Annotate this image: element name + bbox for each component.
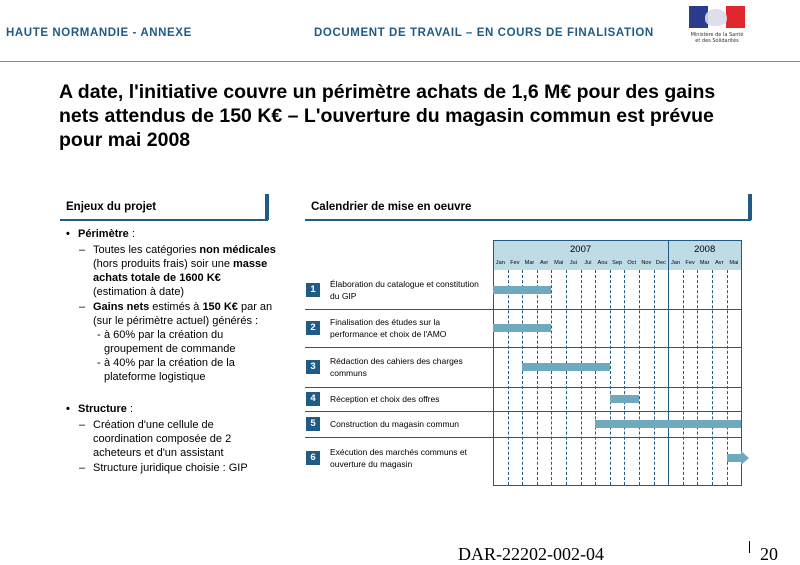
- year-separator: [668, 240, 669, 485]
- task-bar: [595, 420, 741, 428]
- month-label: Jui: [569, 260, 577, 266]
- list-subitem-cellule: – Création d'une cellule de coordination composée de 2 acheteurs et d'un assistant: [66, 418, 276, 460]
- task-row-divider: [305, 347, 742, 348]
- text-bold: 150 K€: [202, 301, 238, 313]
- colon: :: [126, 403, 134, 415]
- month-label: Fev: [685, 260, 695, 266]
- ministry-logo: [687, 6, 747, 58]
- task-number-badge: 6: [306, 451, 320, 465]
- section-heading-calendrier: Calendrier de mise en oeuvre: [311, 201, 472, 213]
- logo-caption: [687, 32, 747, 44]
- month-gridline: [624, 270, 625, 485]
- month-label: Oct: [627, 260, 637, 266]
- list-subsubitem: - à 60% par la création du groupement de commande: [66, 328, 276, 356]
- month-gridline: [654, 270, 655, 485]
- text: Toutes les catégories: [93, 244, 200, 256]
- task-label: Rédaction des cahiers des charges communs: [330, 356, 463, 378]
- list-subitem-categories: [66, 243, 276, 299]
- month-gridline: [712, 270, 713, 485]
- text: (estimation à date): [93, 286, 185, 298]
- month-gridline: [610, 270, 611, 485]
- month-label: Mai: [729, 260, 739, 266]
- month-label: Aou: [597, 260, 608, 266]
- task-number-badge: 3: [306, 360, 320, 374]
- task-number-badge: 1: [306, 283, 320, 297]
- document-header: [0, 0, 800, 62]
- section-underline: [60, 219, 268, 221]
- marianne-icon: [705, 9, 727, 26]
- text: estimés à: [149, 301, 203, 313]
- document-reference: DAR-22202-002-04: [458, 544, 604, 564]
- logo-caption-line: Ministère de la Santé: [690, 32, 744, 38]
- slide-title: A date, l'initiative couvre un périmètre achats de 1,6 M€ pour des gains nets attendus de 150 K€ – L'ouverture du magasin commun est prévue pour mai 2008: [59, 81, 716, 151]
- colon: :: [128, 228, 135, 240]
- month-label: Mar: [524, 260, 535, 266]
- logo-caption-line: et des Solidarités: [695, 38, 739, 44]
- task-row-divider: [305, 437, 742, 438]
- year-label-2008: 2008: [694, 244, 716, 255]
- month-gridline: [508, 270, 509, 485]
- section-heading-enjeux: Enjeux du projet: [66, 201, 157, 213]
- header-status-label: DOCUMENT DE TRAVAIL – EN COURS DE FINALISATION: [314, 27, 654, 39]
- month-label: Jan: [495, 260, 505, 266]
- section-tab-marker: [748, 194, 752, 220]
- task-bar: [610, 395, 639, 403]
- list-subitem-gains: [66, 300, 276, 328]
- task-number-badge: 2: [306, 321, 320, 335]
- month-gridline: [697, 270, 698, 485]
- month-gridline: [566, 270, 567, 485]
- month-label: Jui: [584, 260, 592, 266]
- month-gridline: [537, 270, 538, 485]
- task-label: Exécution des marchés communs et ouverture du magasin: [330, 447, 468, 469]
- month-label: Jan: [670, 260, 680, 266]
- month-label: Fev: [510, 260, 520, 266]
- footer-divider: [749, 541, 750, 553]
- header-divider: [0, 61, 800, 62]
- text-bold: non médicales: [199, 244, 276, 256]
- list-subsubitem: - à 40% par la création de la plateforme logistique: [66, 356, 276, 384]
- year-label-2007: 2007: [570, 244, 592, 255]
- task-bar: [727, 454, 742, 462]
- month-label: Sep: [612, 260, 623, 266]
- task-number-badge: 5: [306, 417, 320, 431]
- task-bar: [522, 363, 610, 371]
- text-bold: masse achats totale de 1600 K€: [93, 258, 268, 284]
- task-label: Réception et choix des offres: [330, 394, 440, 404]
- task-label: Élaboration du catalogue et constitution du GIP: [330, 279, 479, 301]
- task-label: Construction du magasin commun: [330, 419, 459, 429]
- month-gridline: [595, 270, 596, 485]
- month-gridline: [522, 270, 523, 485]
- header-region-label: HAUTE NORMANDIE - ANNEXE: [6, 27, 192, 39]
- month-label: Avr: [539, 260, 549, 266]
- section-underline: [305, 219, 751, 221]
- enjeux-list: [66, 227, 276, 475]
- task-number-badge: 4: [306, 392, 320, 406]
- text: (hors produits frais) soir une: [93, 258, 233, 270]
- perimetre-label: Périmètre: [78, 228, 129, 240]
- month-label: Nov: [641, 260, 652, 266]
- month-gridline: [683, 270, 684, 485]
- text-bold: Gains nets: [93, 301, 150, 313]
- month-label: Dec: [655, 260, 666, 266]
- list-item-perimetre: [66, 227, 276, 241]
- section-tab-marker: [265, 194, 269, 220]
- text: par an (sur le périmètre actuel) générés :: [93, 301, 273, 327]
- task-bar: [493, 286, 551, 294]
- list-item-structure: [66, 402, 276, 416]
- month-label: Avr: [715, 260, 724, 266]
- month-label: Mar: [699, 260, 710, 266]
- month-gridline: [639, 270, 640, 485]
- month-gridline: [581, 270, 582, 485]
- structure-label: Structure: [78, 403, 127, 415]
- month-label: Mai: [554, 260, 564, 266]
- arrow-icon: [741, 451, 749, 465]
- list-subitem-juridique: – Structure juridique choisie : GIP: [66, 461, 276, 475]
- month-gridline: [727, 270, 728, 485]
- page-number: 20: [760, 544, 778, 564]
- task-label: Finalisation des études sur la performance et choix de l'AMO: [330, 317, 447, 339]
- task-row-divider: [305, 309, 742, 310]
- task-bar: [493, 324, 551, 332]
- month-gridline: [551, 270, 552, 485]
- task-row-divider: [305, 387, 742, 388]
- task-row-divider: [305, 411, 742, 412]
